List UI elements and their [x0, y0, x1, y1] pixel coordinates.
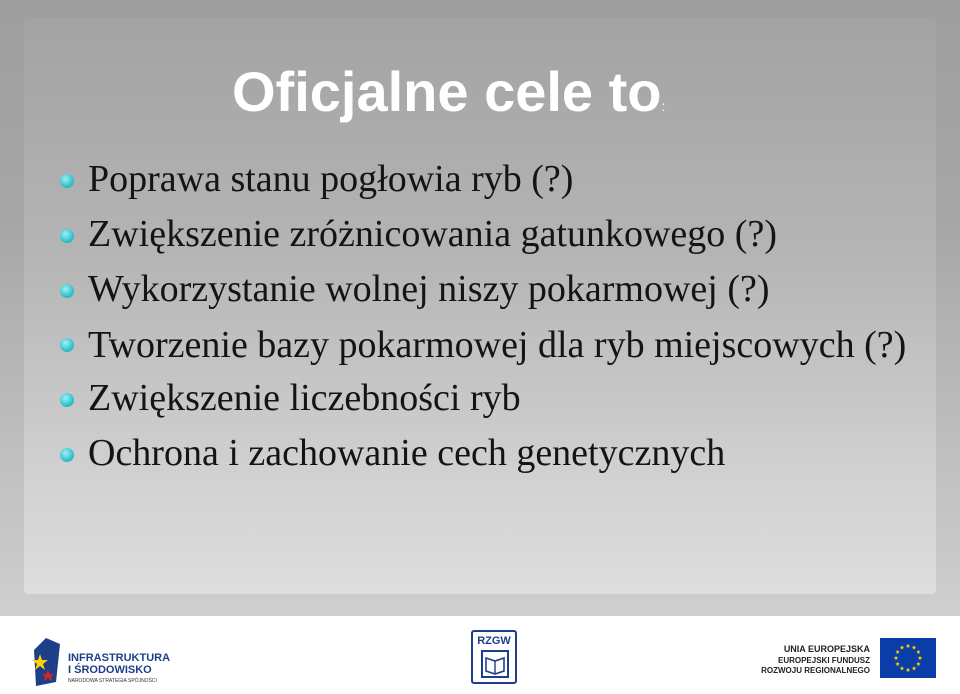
rzgw-logo — [471, 630, 517, 684]
eu-logo-line1: UNIA EUROPEJSKA — [783, 644, 870, 654]
infrastruktura-star-icon — [30, 636, 64, 688]
bullet-dot-icon — [60, 338, 74, 352]
bullet-item — [60, 152, 940, 207]
bullet-text: Ochrona i zachowanie cech genetycznych — [88, 432, 726, 474]
bullet-dot-icon — [60, 229, 74, 243]
eu-star-icon — [895, 650, 900, 654]
slide-title-suffix: : — [661, 98, 666, 114]
infrastruktura-logo — [30, 636, 170, 688]
bullet-text: Tworzenie bazy pokarmowej dla ryb miejscowych (?) — [88, 324, 907, 366]
eu-logo — [760, 636, 950, 688]
bullet-text: Poprawa stanu pogłowia ryb (?) — [88, 158, 574, 200]
bullet-item — [60, 371, 940, 426]
eu-star-icon — [900, 666, 905, 670]
infrastruktura-logo-line3: NARODOWA STRATEGIA SPÓJNOŚCI — [68, 678, 157, 684]
bullet-item — [60, 317, 940, 371]
eu-star-icon — [912, 666, 917, 670]
bullet-text: Zwiększenie liczebności ryb — [88, 377, 521, 419]
bullet-item — [60, 262, 940, 317]
bullet-dot-icon — [60, 284, 74, 298]
footer-logo-bar — [0, 616, 960, 694]
eu-star-icon — [918, 656, 923, 660]
bullet-text: Wykorzystanie wolnej niszy pokarmowej (?) — [88, 268, 770, 310]
eu-logo-line3: ROZWOJU REGIONALNEGO — [761, 666, 870, 675]
rzgw-logo-text: RZGW — [477, 635, 511, 647]
eu-star-icon — [906, 668, 911, 672]
bullet-dot-icon — [60, 174, 74, 188]
eu-star-icon — [900, 645, 905, 649]
bullet-item — [60, 207, 940, 262]
eu-star-icon — [916, 662, 921, 666]
bullet-text: Zwiększenie zróżnicowania gatunkowego (?) — [88, 213, 777, 255]
eu-star-icon — [894, 656, 899, 660]
bullet-dot-icon — [60, 393, 74, 407]
eu-logo-line2: EUROPEJSKI FUNDUSZ — [777, 656, 870, 665]
eu-star-icon — [912, 645, 917, 649]
infrastruktura-logo-line2: I ŚRODOWISKO — [68, 664, 152, 676]
slide-title — [232, 58, 665, 140]
eu-star-icon — [895, 662, 900, 666]
bullet-dot-icon — [60, 448, 74, 462]
eu-star-icon — [916, 650, 921, 654]
bullet-list — [60, 152, 940, 481]
bullet-item — [60, 426, 940, 481]
eu-star-icon — [906, 644, 911, 648]
slide-title-text: Oficjalne cele to — [232, 60, 662, 123]
eu-flag-icon — [880, 638, 936, 678]
eu-stars-icon — [880, 638, 936, 678]
infrastruktura-logo-line1: INFRASTRUKTURA — [68, 652, 171, 664]
rzgw-book-icon — [481, 650, 509, 678]
